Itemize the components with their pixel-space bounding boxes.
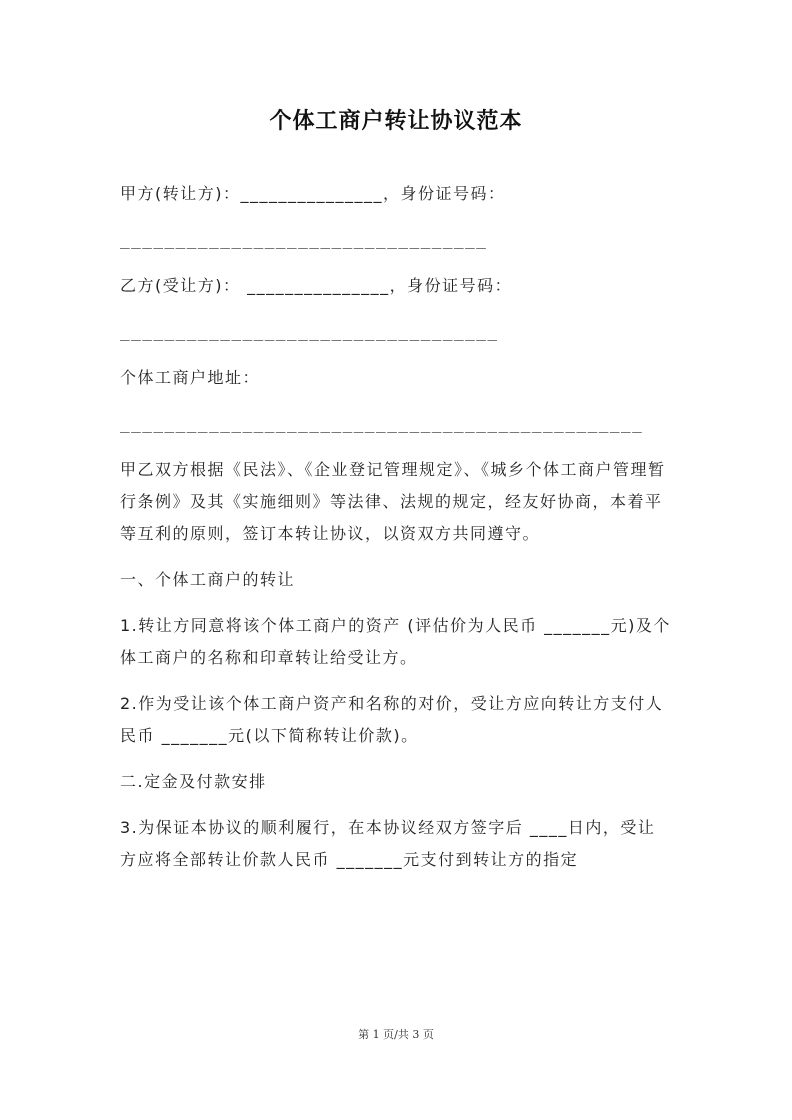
document-title: 个体工商户转让协议范本 [269,108,523,134]
section-heading-deposit: 二.定金及付款安排 [120,772,267,791]
clause-1: 1.转让方同意将该个体工商户的资产 (评估价为人民币 _______元)及个体工商户的名称和印章转让给受让方。 [120,616,671,667]
party-b-line: 乙方(受让方)： _______________，身份证号码： [120,276,513,295]
business-address-blank: _______________________________________________ [120,414,644,433]
section-heading-transfer: 一、个体工商户的转让 [120,570,296,589]
clause-2: 2.作为受让该个体工商户资产和名称的对价，受让方应向转让方支付人民币 _______元(以下简称转让价款)。 [120,694,664,745]
clause-3: 3.为保证本协议的顺利履行，在本协议经双方签字后 ____日内，受让方应将全部转让价款人民币 _______元支付到转让方的指定 [120,818,656,869]
party-a-id-blank: _________________________________ [120,230,488,249]
preamble-paragraph: 甲乙双方根据《民法》、《企业登记管理规定》、《城乡个体工商户管理暂行条例》及其《实施细则》等法律、法规的规定，经友好协商，本着平等互利的原则，签订本转让协议，以资双方共同遵守。 [120,460,666,543]
page-footer: 第 1 页/共 3 页 [358,1028,434,1041]
business-address-label: 个体工商户地址： [120,368,261,387]
document-body [120,178,672,890]
party-b-id-blank: __________________________________ [120,322,499,341]
party-a-line: 甲方(转让方)：_______________，身份证号码： [120,184,506,203]
